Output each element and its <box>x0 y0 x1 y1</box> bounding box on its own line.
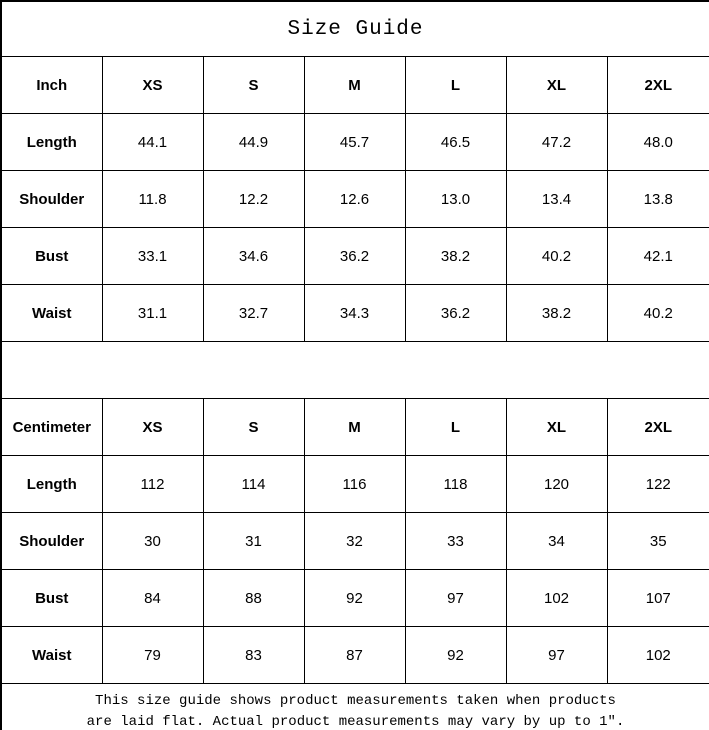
footer-note <box>1 684 709 730</box>
measurement-label-cell: Bust <box>1 228 102 285</box>
measurement-value-cell: 118 <box>405 456 506 513</box>
measurement-row <box>1 114 709 171</box>
measurement-value-cell: 97 <box>506 627 607 684</box>
size-header-cell: XS <box>102 399 203 456</box>
footer-note-line-2: are laid flat. Actual product measurements may vary by up to 1″. <box>86 713 625 730</box>
measurement-row <box>1 627 709 684</box>
measurement-value-cell: 102 <box>506 570 607 627</box>
size-header-cell: XS <box>102 57 203 114</box>
measurement-value-cell: 107 <box>607 570 709 627</box>
unit-header-row <box>1 57 709 114</box>
size-header-cell: M <box>304 57 405 114</box>
measurement-value-cell: 38.2 <box>506 285 607 342</box>
measurement-row <box>1 285 709 342</box>
measurement-value-cell: 32 <box>304 513 405 570</box>
measurement-value-cell: 30 <box>102 513 203 570</box>
unit-header-cell: Inch <box>1 57 102 114</box>
measurement-value-cell: 116 <box>304 456 405 513</box>
measurement-value-cell: 83 <box>203 627 304 684</box>
measurement-value-cell: 34.6 <box>203 228 304 285</box>
measurement-value-cell: 92 <box>304 570 405 627</box>
measurement-value-cell: 33.1 <box>102 228 203 285</box>
measurement-value-cell: 31.1 <box>102 285 203 342</box>
measurement-value-cell: 13.0 <box>405 171 506 228</box>
measurement-value-cell: 112 <box>102 456 203 513</box>
measurement-value-cell: 92 <box>405 627 506 684</box>
measurement-value-cell: 12.6 <box>304 171 405 228</box>
title-row <box>1 1 709 57</box>
measurement-value-cell: 44.1 <box>102 114 203 171</box>
size-header-cell: XL <box>506 57 607 114</box>
size-header-cell: 2XL <box>607 399 709 456</box>
footer-note-line-1: This size guide shows product measurements taken when products <box>95 692 616 709</box>
measurement-value-cell: 120 <box>506 456 607 513</box>
measurement-value-cell: 40.2 <box>506 228 607 285</box>
measurement-value-cell: 13.4 <box>506 171 607 228</box>
measurement-value-cell: 102 <box>607 627 709 684</box>
measurement-row <box>1 513 709 570</box>
measurement-row <box>1 570 709 627</box>
measurement-value-cell: 40.2 <box>607 285 709 342</box>
measurement-label-cell: Shoulder <box>1 513 102 570</box>
measurement-value-cell: 35 <box>607 513 709 570</box>
measurement-value-cell: 36.2 <box>405 285 506 342</box>
measurement-row <box>1 228 709 285</box>
measurement-value-cell: 38.2 <box>405 228 506 285</box>
unit-header-cell: Centimeter <box>1 399 102 456</box>
size-header-cell: L <box>405 399 506 456</box>
measurement-value-cell: 114 <box>203 456 304 513</box>
measurement-label-cell: Waist <box>1 285 102 342</box>
measurement-label-cell: Length <box>1 456 102 513</box>
measurement-row <box>1 456 709 513</box>
measurement-value-cell: 122 <box>607 456 709 513</box>
size-header-cell: L <box>405 57 506 114</box>
measurement-value-cell: 47.2 <box>506 114 607 171</box>
page-title: Size Guide <box>1 1 709 57</box>
measurement-value-cell: 33 <box>405 513 506 570</box>
measurement-label-cell: Bust <box>1 570 102 627</box>
spacer-cell <box>1 342 709 399</box>
size-header-cell: S <box>203 399 304 456</box>
measurement-value-cell: 87 <box>304 627 405 684</box>
measurement-value-cell: 32.7 <box>203 285 304 342</box>
measurement-rows <box>1 57 709 684</box>
footer-row <box>1 684 709 730</box>
measurement-row <box>1 171 709 228</box>
measurement-value-cell: 79 <box>102 627 203 684</box>
measurement-label-cell: Waist <box>1 627 102 684</box>
measurement-value-cell: 46.5 <box>405 114 506 171</box>
measurement-value-cell: 44.9 <box>203 114 304 171</box>
unit-header-row <box>1 399 709 456</box>
measurement-value-cell: 97 <box>405 570 506 627</box>
measurement-value-cell: 11.8 <box>102 171 203 228</box>
measurement-value-cell: 88 <box>203 570 304 627</box>
measurement-value-cell: 48.0 <box>607 114 709 171</box>
measurement-value-cell: 13.8 <box>607 171 709 228</box>
size-header-cell: S <box>203 57 304 114</box>
measurement-value-cell: 34.3 <box>304 285 405 342</box>
measurement-value-cell: 36.2 <box>304 228 405 285</box>
spacer-row <box>1 342 709 399</box>
measurement-label-cell: Shoulder <box>1 171 102 228</box>
size-header-cell: XL <box>506 399 607 456</box>
size-header-cell: 2XL <box>607 57 709 114</box>
measurement-value-cell: 12.2 <box>203 171 304 228</box>
measurement-label-cell: Length <box>1 114 102 171</box>
measurement-value-cell: 31 <box>203 513 304 570</box>
measurement-value-cell: 84 <box>102 570 203 627</box>
measurement-value-cell: 42.1 <box>607 228 709 285</box>
size-header-cell: M <box>304 399 405 456</box>
measurement-value-cell: 34 <box>506 513 607 570</box>
measurement-value-cell: 45.7 <box>304 114 405 171</box>
